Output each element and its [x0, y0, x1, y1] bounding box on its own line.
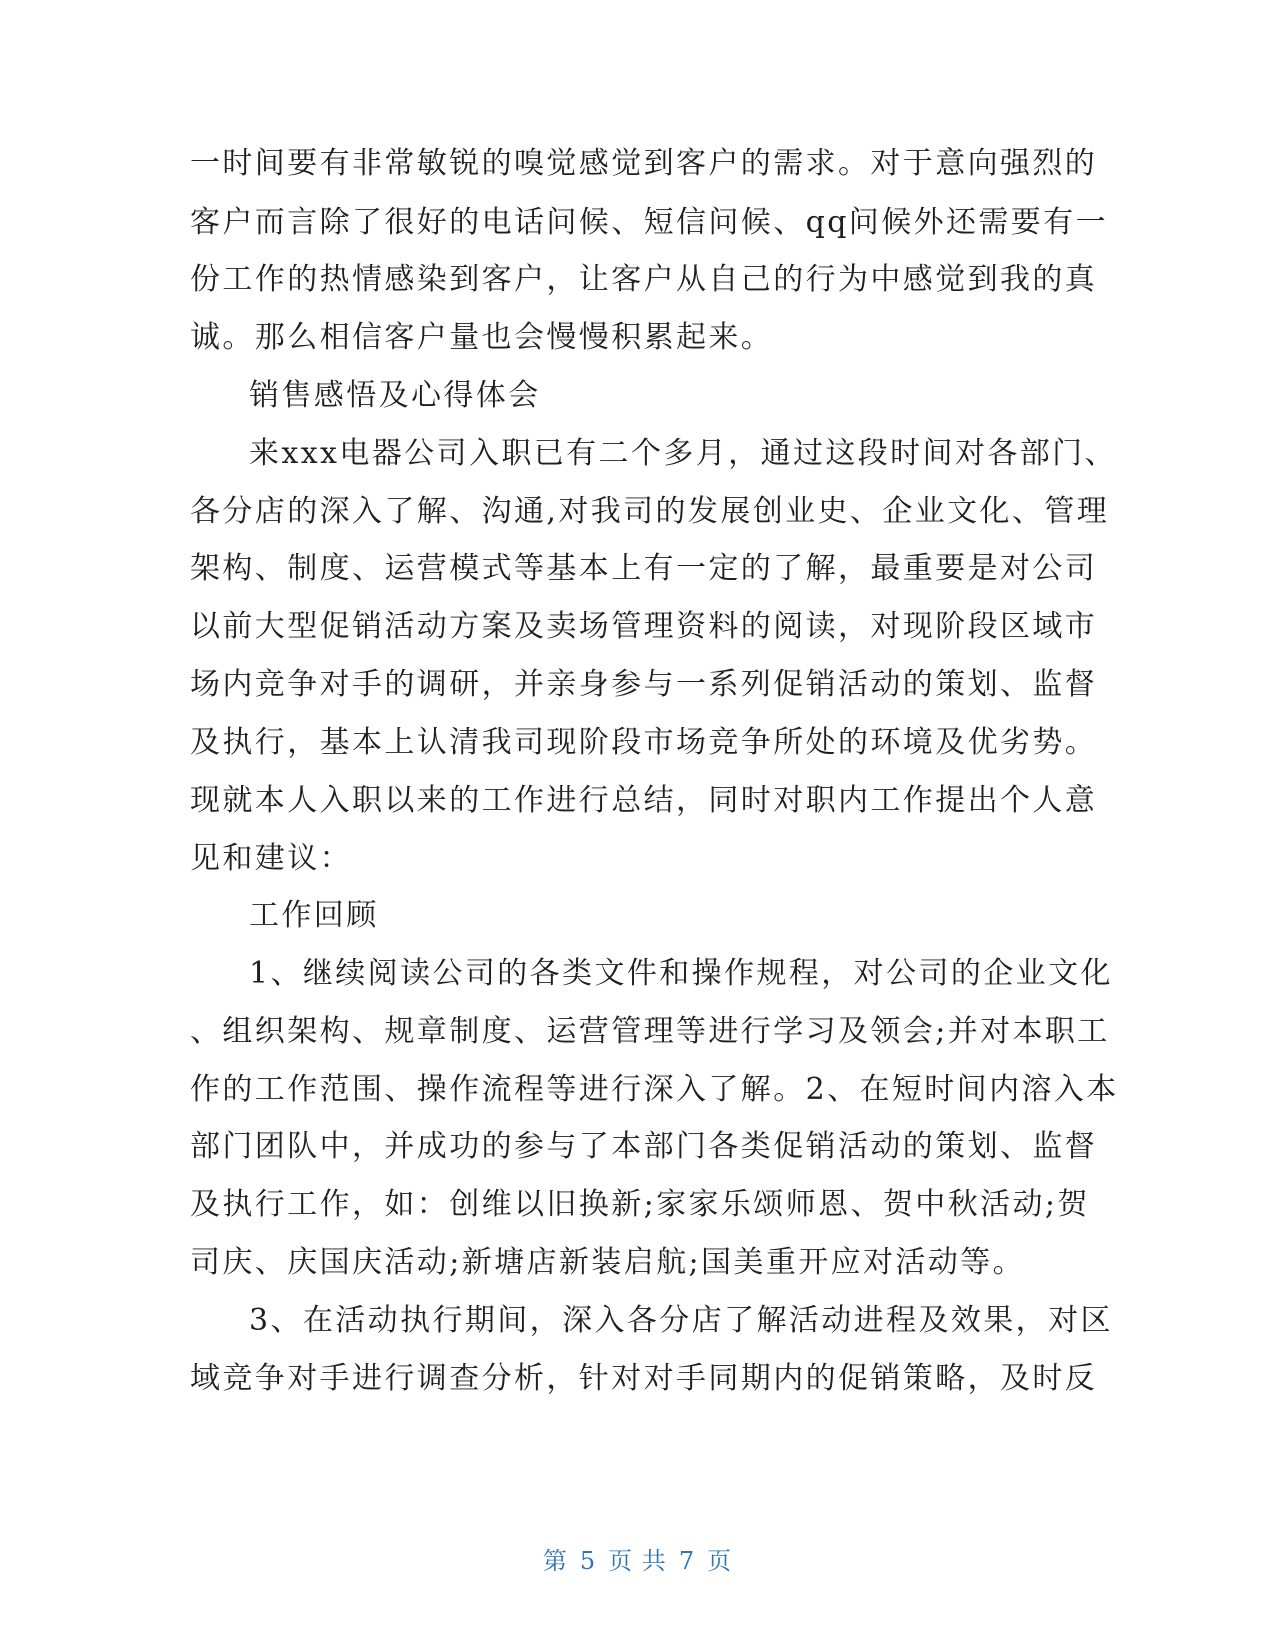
text-line: 、组织架构、规章制度、运营管理等进行学习及领会;并对本职工 [190, 1014, 1110, 1049]
section-heading: 工作回顾 [249, 898, 379, 933]
text-line: 各分店的深入了解、沟通,对我司的发展创业史、企业文化、管理 [190, 494, 1110, 529]
page-footer [0, 1541, 1275, 1576]
text-line: 域竞争对手进行调查分析，针对对手同期内的促销策略，及时反 [190, 1361, 1098, 1396]
text-line: 部门团队中，并成功的参与了本部门各类促销活动的策划、监督 [190, 1129, 1098, 1164]
current-page-number: 5 [579, 1547, 597, 1575]
text-line: 3、在活动执行期间，深入各分店了解活动进程及效果，对区 [249, 1303, 1113, 1338]
text-line: 份工作的热情感染到客户，让客户从自己的行为中感觉到我的真 [190, 262, 1098, 297]
footer-middle: 页 共 [608, 1547, 667, 1575]
footer-suffix: 页 [707, 1547, 733, 1575]
text-line: 以前大型促销活动方案及卖场管理资料的阅读，对现阶段区域市 [190, 609, 1098, 644]
text-line: 来xxx电器公司入职已有二个多月，通过这段时间对各部门、 [249, 436, 1117, 471]
text-line: 现就本人入职以来的工作进行总结，同时对职内工作提出个人意 [190, 783, 1098, 818]
text-line: 见和建议： [190, 841, 352, 876]
text-line: 及执行工作，如：创维以旧换新;家家乐颂师恩、贺中秋活动;贺 [190, 1187, 1090, 1222]
text-line: 诚。那么相信客户量也会慢慢积累起来。 [190, 320, 774, 355]
text-line: 司庆、庆国庆活动;新塘店新装启航;国美重开应对活动等。 [190, 1245, 1026, 1280]
text-line: 作的工作范围、操作流程等进行深入了解。2、在短时间内溶入本 [190, 1072, 1119, 1107]
footer-prefix: 第 [542, 1547, 568, 1575]
text-line: 1、继续阅读公司的各类文件和操作规程，对公司的企业文化 [249, 956, 1113, 991]
text-line: 一时间要有非常敏锐的嗅觉感觉到客户的需求。对于意向强烈的 [190, 146, 1098, 181]
text-line: 客户而言除了很好的电话问候、短信问候、qq问候外还需要有一 [190, 205, 1109, 240]
text-line: 场内竞争对手的调研，并亲身参与一系列促销活动的策划、监督 [190, 667, 1098, 702]
total-pages-number: 7 [678, 1547, 696, 1575]
text-line: 架构、制度、运营模式等基本上有一定的了解，最重要是对公司 [190, 551, 1098, 586]
text-line: 及执行，基本上认清我司现阶段市场竞争所处的环境及优劣势。 [190, 725, 1098, 760]
section-heading: 销售感悟及心得体会 [249, 378, 541, 413]
